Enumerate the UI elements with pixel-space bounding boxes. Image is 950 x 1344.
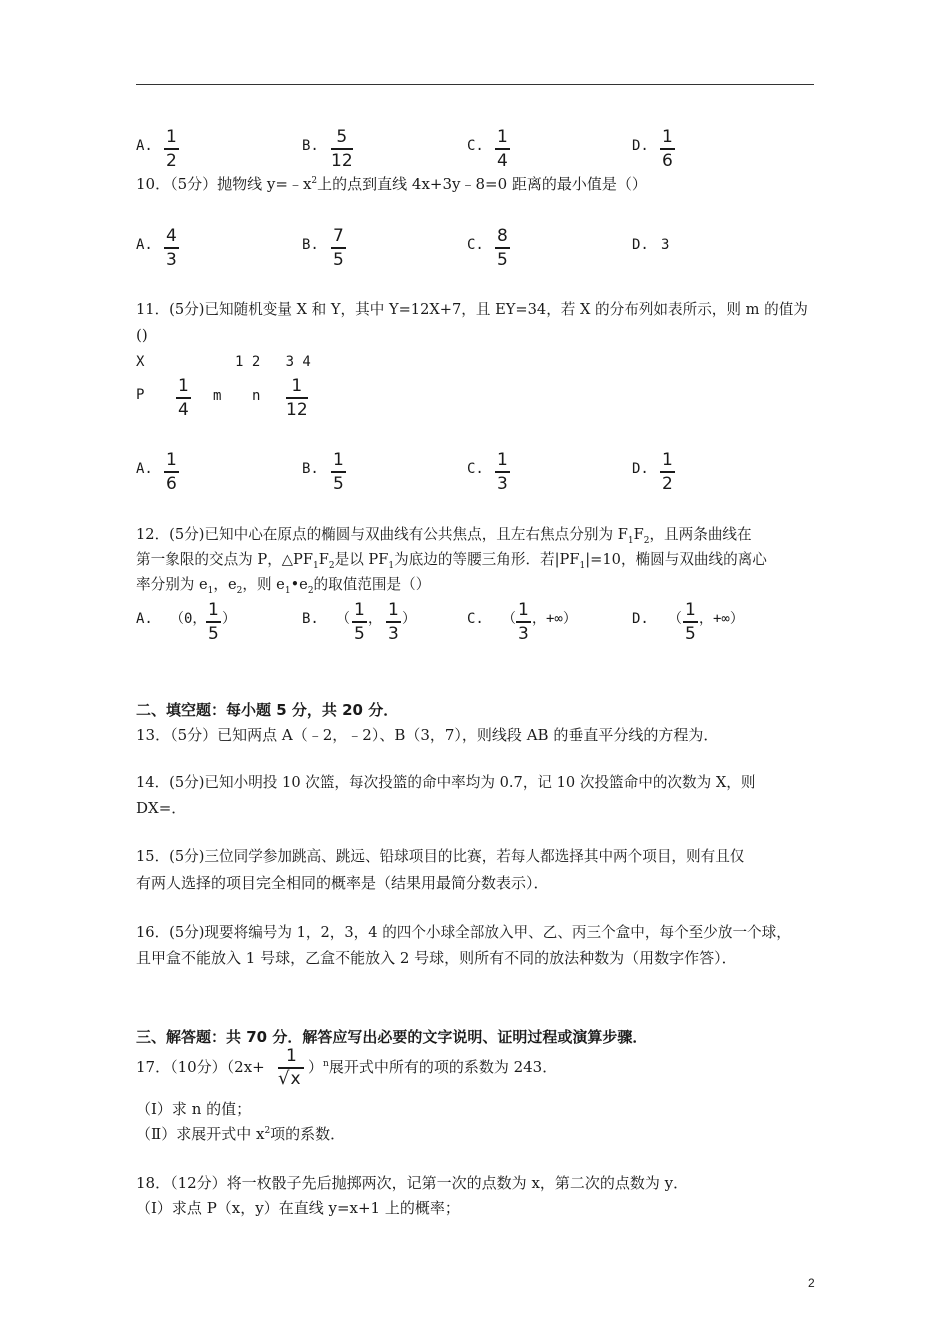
q11-option-d-fraction: 1 2 <box>662 450 673 494</box>
q17-fraction: 1 √x <box>278 1048 304 1088</box>
q18-part-i: （Ⅰ）求点 P（x，y）在直线 y=x+1 上的概率； <box>136 1199 460 1217</box>
q9-option-a-label: A. <box>136 138 153 154</box>
q17-stem-pre: 17．（10分）（2x+ <box>136 1058 265 1076</box>
q12-option-d-post: ，+∞） <box>699 611 744 627</box>
q12-option-d-pre: （ <box>668 611 682 627</box>
q12-option-c-pre: （ <box>502 611 516 627</box>
q11-table-p2: m <box>213 388 222 404</box>
q9-option-d-fraction: 1 6 <box>662 127 673 171</box>
q12-option-c-label: C. <box>467 611 484 627</box>
q11-option-a-fraction: 1 6 <box>166 450 177 494</box>
q10-stem: 10．（5分）抛物线 $y=﹣x^2$上的点到直线 4x+3y﹣8=0 距离的最小值是（） <box>136 175 647 193</box>
q11-table-p3: n <box>252 388 261 404</box>
q11-option-a-label: A. <box>136 461 153 477</box>
q9-option-b-fraction: 5 12 <box>331 127 353 171</box>
q10-option-a-label: A. <box>136 237 153 253</box>
q12-option-d-fraction: 1 5 <box>685 600 696 644</box>
q11-option-b-label: B. <box>302 461 319 477</box>
q10-option-a-fraction: 4 3 <box>166 226 177 270</box>
q12-option-a-fraction: 1 5 <box>208 600 219 644</box>
q11-table-p-label: P <box>136 387 145 403</box>
q12-option-b-fraction-1: 1 5 <box>354 600 365 644</box>
q11-option-c-fraction: 1 3 <box>497 450 508 494</box>
q14-stem-line1: 14．(5分)已知小明投 10 次篮，每次投篮的命中率均为 0.7，记 10 次投篮命中的次数为 X，则 <box>136 774 756 791</box>
q16-stem-line2: 且甲盒不能放入 1 号球，乙盒不能放入 2 号球，则所有不同的放法种数为（用数字作答）． <box>136 949 737 967</box>
q12-stem-line2: 第一象限的交点为 P，$\triangle PF_1F_2$是以 $PF_1$为底边的等腰三角形．若$|PF_1|=10$，椭圆与双曲线的离心 <box>136 551 767 571</box>
section2-heading: 二、填空题：每小题 5 分，共 20 分． <box>136 701 399 719</box>
q12-stem-line1: 12．(5分)已知中心在原点的椭圆与双曲线有公共焦点，且左右焦点分别为 $F_1F_2$，且两条曲线在 <box>136 526 752 546</box>
q14-stem-line2: DX=． <box>136 799 187 817</box>
q12-option-b-pre: （ <box>336 611 350 627</box>
q17-part-i: （Ⅰ）求 n 的值； <box>136 1100 252 1118</box>
q11-table-p4: 1 12 <box>286 376 308 420</box>
q16-stem-line1: 16．(5分)现要将编号为 1，2，3，4 的四个小球全部放入甲、乙、丙三个盒中，每个至少放一个球， <box>136 924 791 941</box>
q10-option-d-value: 3 <box>661 237 670 253</box>
q10-option-d-label: D. <box>632 237 649 253</box>
q12-option-a-pre: （0， <box>170 611 207 627</box>
page-number: 2 <box>808 1276 815 1290</box>
section3-heading: 三、解答题：共 70 分．解答应写出必要的文字说明、证明过程或演算步骤． <box>136 1028 648 1046</box>
q12-option-b-label: B. <box>302 611 319 627</box>
q10-option-b-label: B. <box>302 237 319 253</box>
q11-option-c-label: C. <box>467 461 484 477</box>
q17-stem-post: ）$^n$展开式中所有的项的系数为 243． <box>308 1058 558 1076</box>
q9-option-c-fraction: 1 4 <box>497 127 508 171</box>
q11-table-p1: 1 4 <box>178 376 189 420</box>
q11-option-d-label: D. <box>632 461 649 477</box>
q9-option-d-label: D. <box>632 138 649 154</box>
q12-stem-line3: 率分别为 $e_1$，$e_2$，则 $e_1•e_2$的取值范围是（） <box>136 576 431 596</box>
q11-table-x-label: X <box>136 354 145 370</box>
q12-option-c-post: ，+∞） <box>532 611 577 627</box>
q10-option-b-fraction: 7 5 <box>333 226 344 270</box>
q12-option-b-mid: ， <box>368 611 382 627</box>
q11-option-b-fraction: 1 5 <box>333 450 344 494</box>
q12-option-d-label: D. <box>632 611 649 627</box>
q10-option-c-fraction: 8 5 <box>497 226 508 270</box>
q17-part-ii: （Ⅱ）求展开式中 $x^2$项的系数． <box>136 1125 346 1143</box>
header-rule <box>136 84 814 85</box>
q12-option-b-post: ） <box>402 611 416 627</box>
q15-stem-line1: 15．(5分)三位同学参加跳高、跳远、铅球项目的比赛，若每人都选择其中两个项目，则有且仅 <box>136 848 745 865</box>
q12-option-a-label: A. <box>136 611 153 627</box>
q13-stem: 13．（5分）已知两点 A（﹣2，﹣2）、B（3，7），则线段 AB 的垂直平分线的方程为． <box>136 726 719 744</box>
q11-table-x-values: 1 2 3 4 <box>235 354 311 370</box>
q11-stem-line1: 11．(5分)已知随机变量 X 和 Y，其中 Y=12X+7，且 EY=34，若 X 的分布列如表所示，则 m 的值为 <box>136 301 808 318</box>
q18-stem: 18．（12分）将一枚骰子先后抛掷两次，记第一次的点数为 x，第二次的点数为 y． <box>136 1174 689 1192</box>
q12-option-a-post: ） <box>222 611 236 627</box>
q11-stem-line2: () <box>136 326 148 344</box>
q9-option-a-fraction: 1 2 <box>166 127 177 171</box>
q12-option-b-fraction-2: 1 3 <box>388 600 399 644</box>
q9-option-c-label: C. <box>467 138 484 154</box>
q15-stem-line2: 有两人选择的项目完全相同的概率是（结果用最简分数表示）． <box>136 874 549 892</box>
q12-option-c-fraction: 1 3 <box>518 600 529 644</box>
q10-option-c-label: C. <box>467 237 484 253</box>
q9-option-b-label: B. <box>302 138 319 154</box>
